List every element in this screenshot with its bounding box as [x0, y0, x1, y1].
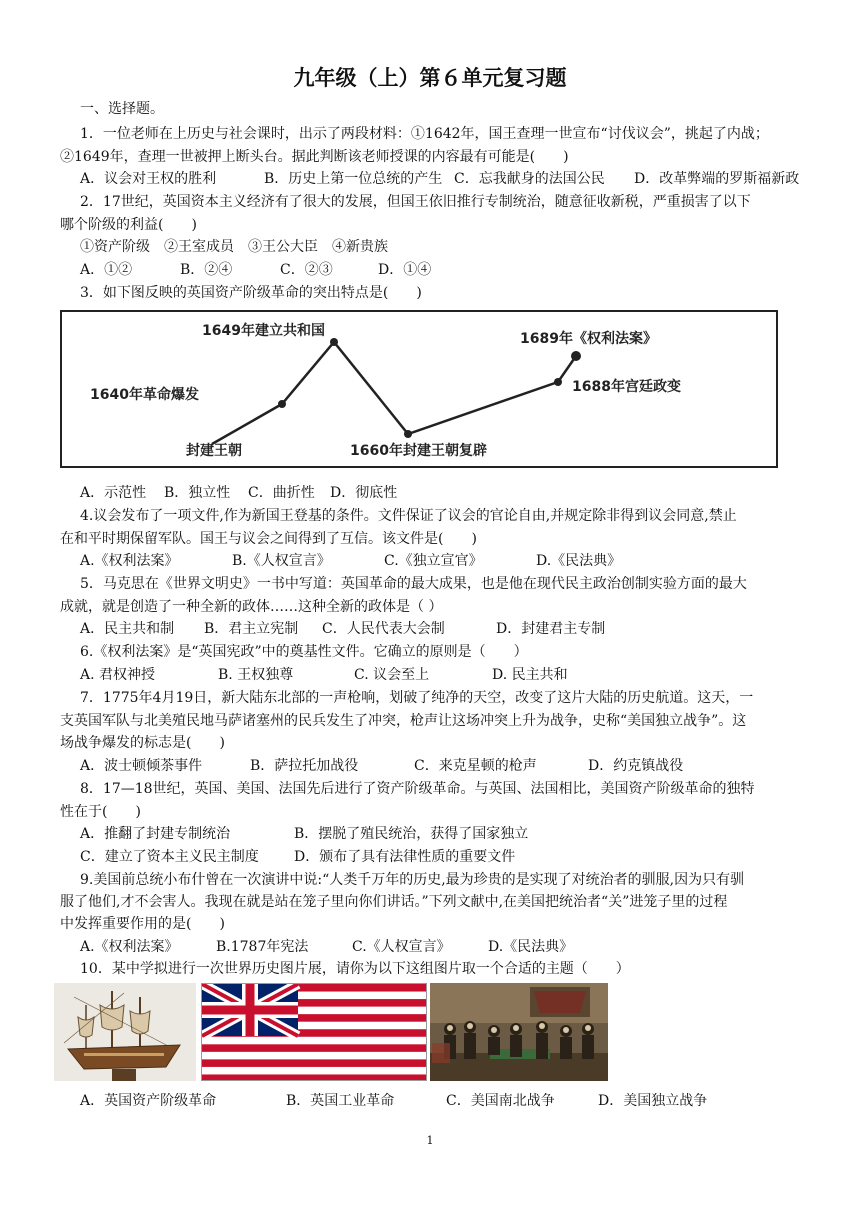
q4-option-a[interactable]: A.《权利法案》: [80, 553, 179, 569]
q1-option-c[interactable]: C．忘我献身的法国公民: [454, 171, 605, 187]
q3-option-d[interactable]: D．彻底性: [330, 485, 398, 501]
q8-option-a[interactable]: A．推翻了封建专制统治: [80, 826, 231, 842]
q2-items: ①资产阶级 ②王室成员 ③王公大臣 ④新贵族: [80, 239, 388, 255]
q9-option-c[interactable]: C.《人权宣言》: [352, 939, 451, 955]
q1-stem-1: 1．一位老师在上历史与社会课时，出示了两段材料：①1642年，国王查理一世宣布“讨伐议会”，挑起了内战；: [80, 126, 769, 142]
q3-option-b[interactable]: B．独立性: [164, 485, 231, 501]
label-1649: 1649年建立共和国: [202, 323, 325, 339]
q6-option-a[interactable]: A. 君权神授: [80, 667, 156, 683]
q9-stem-2: 服了他们,才不会害人。我现在就是站在笼子里向你们讲话。”下列文献中,在美国把统治者“关”进笼子里的过程: [60, 894, 728, 910]
q5-option-a[interactable]: A．民主共和制: [80, 621, 175, 637]
q2-option-b[interactable]: B．②④: [180, 262, 233, 278]
q9-option-d[interactable]: D.《民法典》: [488, 939, 574, 955]
q3-option-c[interactable]: C．曲折性: [248, 485, 315, 501]
grand-union-flag-image: [201, 983, 427, 1081]
q4-stem-1: 4.议会发布了一项文件,作为新国王登基的条件。文件保证了议会的官论自由,并规定除非得到议会同意,禁止: [80, 508, 737, 524]
q6-option-b[interactable]: B. 王权独尊: [218, 667, 294, 683]
q2-option-d[interactable]: D．①④: [378, 262, 432, 278]
label-1640: 1640年革命爆发: [90, 387, 199, 403]
q4-option-c[interactable]: C.《独立宣官》: [384, 553, 483, 569]
q7-option-b[interactable]: B．萨拉托加战役: [250, 758, 359, 774]
q9-option-b[interactable]: B.1787年宪法: [216, 939, 309, 955]
q8-stem-2: 性在于( ): [60, 804, 141, 820]
q7-option-c[interactable]: C．来克星顿的枪声: [414, 758, 537, 774]
q6-option-c[interactable]: C. 议会至上: [354, 667, 430, 683]
label-1689: 1689年《权利法案》: [520, 331, 657, 347]
q10-option-d[interactable]: D．美国独立战争: [598, 1093, 708, 1109]
q9-stem-1: 9.美国前总统小布什曾在一次演讲中说:“人类千万年的历史,最为珍贵的是实现了对统治者的驯服,因为只有驯: [80, 872, 745, 888]
q9-stem-3: 中发挥重要作用的是( ): [60, 916, 225, 932]
q7-option-d[interactable]: D．约克镇战役: [588, 758, 684, 774]
q5-option-b[interactable]: B．君主立宪制: [204, 621, 299, 637]
q9-option-a[interactable]: A.《权利法案》: [80, 939, 179, 955]
q4-stem-2: 在和平时期保留军队。国王与议会之间得到了互信。该文件是( ): [60, 531, 477, 547]
q10-option-a[interactable]: A．英国资产阶级革命: [80, 1093, 217, 1109]
ship-image: [54, 983, 196, 1081]
label-1660: 1660年封建王朝复辟: [350, 443, 487, 459]
q10-option-b[interactable]: B．英国工业革命: [286, 1093, 395, 1109]
q5-stem-1: 5．马克思在《世界文明史》一书中写道：英国革命的最大成果，也是他在现代民主政治创制实验方面的最大: [80, 576, 747, 592]
label-1688: 1688年宫廷政变: [572, 379, 681, 395]
label-feudal-dynasty: 封建王朝: [186, 443, 242, 459]
q6-option-d[interactable]: D. 民主共和: [492, 667, 568, 683]
q2-option-a[interactable]: A．①②: [80, 262, 133, 278]
q5-option-c[interactable]: C．人民代表大会制: [322, 621, 445, 637]
q2-option-c[interactable]: C．②③: [280, 262, 333, 278]
q1-stem-2: ②1649年，查理一世被押上断头台。据此判断该老师授课的内容最有可能是( ): [60, 149, 569, 165]
q6-stem: 6.《权利法案》是“英国宪政”中的奠基性文件。它确立的原则是（ ）: [80, 644, 528, 660]
declaration-painting-image: [430, 983, 608, 1081]
page-title: 九年级（上）第６单元复习题: [293, 66, 567, 90]
q1-option-b[interactable]: B．历史上第一位总统的产生: [264, 171, 443, 187]
q1-option-d[interactable]: D．改革弊端的罗斯福新政: [634, 171, 800, 187]
section-heading: 一、选择题。: [80, 101, 164, 117]
q8-option-b[interactable]: B．摆脱了殖民统治，获得了国家独立: [294, 826, 529, 842]
q10-stem: 10．某中学拟进行一次世界历史图片展，请你为以下这组图片取一个合适的主题（ ）: [80, 961, 630, 977]
q2-stem-1: 2．17世纪，英国资本主义经济有了很大的发展，但国王依旧推行专制统治，随意征收新税，严重损害了以下: [80, 194, 751, 210]
page-number: 1: [426, 1134, 434, 1147]
q2-stem-2: 哪个阶级的利益( ): [60, 217, 197, 233]
q8-option-d[interactable]: D．颁布了具有法律性质的重要文件: [294, 849, 516, 865]
q7-stem-2: 支英国军队与北美殖民地马萨诸塞州的民兵发生了冲突，枪声让这场冲突上升为战争，史称“美国独立战争”。这: [60, 713, 747, 729]
q8-option-c[interactable]: C．建立了资本主义民主制度: [80, 849, 259, 865]
q8-stem-1: 8．17—18世纪，英国、美国、法国先后进行了资产阶级革命。与英国、法国相比，美国资产阶级革命的独特: [80, 781, 755, 797]
q5-option-d[interactable]: D．封建君主专制: [496, 621, 606, 637]
q7-stem-3: 场战争爆发的标志是( ): [60, 735, 225, 751]
q7-stem-1: 7．1775年4月19日，新大陆东北部的一声枪响，划破了纯净的天空，改变了这片大陆的历史航道。这天，一: [80, 690, 754, 706]
q3-stem: 3．如下图反映的英国资产阶级革命的突出特点是( ): [80, 285, 422, 301]
q3-option-a[interactable]: A．示范性: [80, 485, 147, 501]
q4-option-d[interactable]: D.《民法典》: [536, 553, 622, 569]
revolution-timeline-diagram: [60, 310, 778, 468]
q10-option-c[interactable]: C．美国南北战争: [446, 1093, 555, 1109]
q4-option-b[interactable]: B.《人权宣言》: [232, 553, 331, 569]
q5-stem-2: 成就，就是创造了一种全新的政体……这种全新的政体是（ ）: [60, 599, 443, 615]
q7-option-a[interactable]: A．波士顿倾茶事件: [80, 758, 203, 774]
q1-option-a[interactable]: A．议会对王权的胜利: [80, 171, 217, 187]
